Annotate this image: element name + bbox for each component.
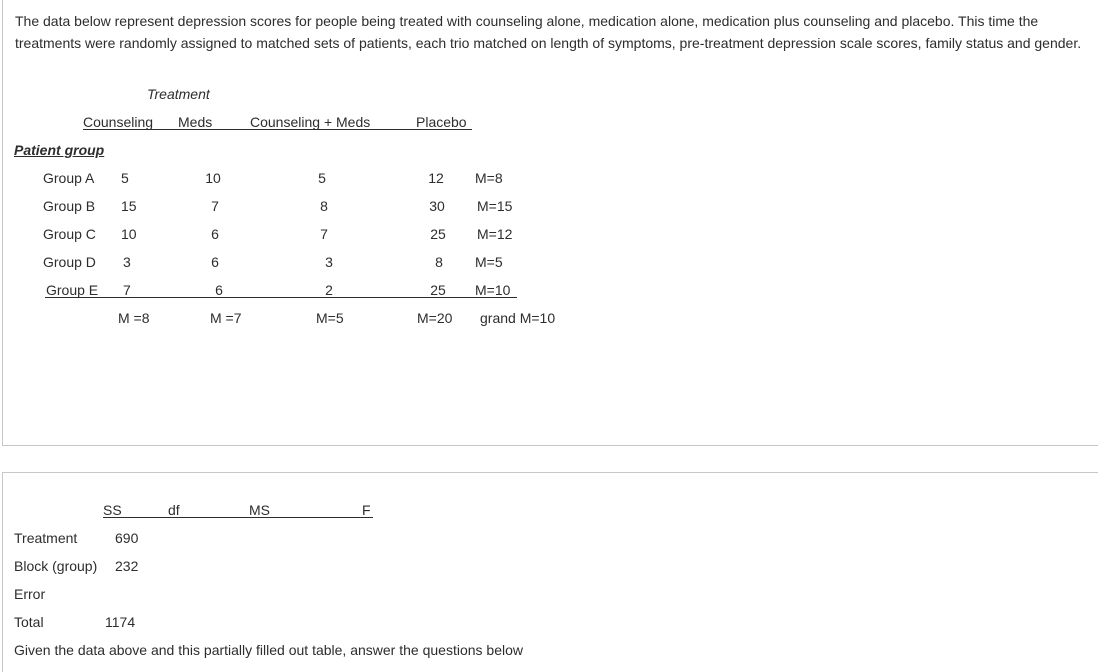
row-label: Group D [43, 254, 96, 270]
cell-meds: 6 [211, 226, 219, 242]
cell-meds: 7 [211, 198, 219, 214]
anova-ss-block: 232 [115, 558, 139, 574]
question-data-panel [2, 0, 1098, 446]
cell-placebo: 30 [429, 198, 445, 214]
cell-meds: 6 [215, 282, 223, 298]
cell-placebo: 25 [430, 226, 446, 242]
anova-source-error: Error [14, 586, 46, 602]
cell-counseling-meds: 5 [318, 170, 326, 186]
row-mean: M=8 [475, 170, 503, 186]
grand-mean: grand M=10 [480, 310, 556, 326]
mean-meds: M =7 [210, 310, 242, 326]
cell-counseling-meds: 3 [325, 254, 333, 270]
intro-paragraph: The data below represent depression scores for people being treated with counseling alone, medication alone, medication plus counseling and placebo. This time the treatments were randomly assigned to matched sets of patients, each trio matched on length of symptoms, pre-treatment depression scale scores, family status and gender. [15, 13, 1082, 51]
col-header-meds: Meds [178, 114, 213, 130]
anova-ss-treatment: 690 [115, 530, 139, 546]
anova-panel [2, 472, 1098, 672]
anova-header-df: df [168, 502, 180, 518]
anova-header-f: F [362, 502, 371, 518]
cell-placebo: 25 [430, 282, 446, 298]
col-header-placebo: Placebo [416, 114, 467, 130]
cell-counseling: 3 [123, 254, 131, 270]
anova-header-underline [103, 517, 373, 518]
row-mean: M=5 [475, 254, 503, 270]
cell-counseling: 15 [121, 198, 137, 214]
row-label: Group A [43, 170, 95, 186]
anova-source-total: Total [14, 614, 44, 630]
mean-placebo: M=20 [417, 310, 453, 326]
cell-placebo: 8 [435, 254, 443, 270]
row-label: Group C [43, 226, 96, 242]
cell-placebo: 12 [428, 170, 444, 186]
patient-group-heading: Patient group [14, 142, 105, 158]
anova-header-ms: MS [249, 502, 270, 518]
mean-counseling: M =8 [118, 310, 150, 326]
row-mean: M=10 [475, 282, 511, 298]
row-label: Group B [43, 198, 96, 214]
anova-ss-total: 1174 [105, 614, 136, 630]
col-header-counseling: Counseling [83, 114, 154, 130]
col-header-counseling-meds: Counseling + Meds [250, 114, 371, 130]
cell-counseling-meds: 8 [320, 198, 328, 214]
anova-source-block: Block (group) [14, 558, 98, 574]
row-mean: M=12 [477, 226, 513, 242]
anova-header-ss: SS [103, 502, 122, 518]
anova-source-treatment: Treatment [14, 530, 78, 546]
cell-counseling: 7 [123, 282, 131, 298]
row-label: Group E [46, 282, 99, 298]
row-mean: M=15 [477, 198, 513, 214]
cell-counseling-meds: 7 [320, 226, 328, 242]
cell-counseling-meds: 2 [325, 282, 333, 298]
footer-instruction: Given the data above and this partially filled out table, answer the questions below [14, 642, 523, 658]
treatment-heading: Treatment [147, 86, 210, 102]
cell-counseling: 5 [121, 170, 129, 186]
cell-meds: 10 [205, 170, 221, 186]
cell-counseling: 10 [121, 226, 137, 242]
mean-counseling-meds: M=5 [316, 310, 344, 326]
cell-meds: 6 [211, 254, 219, 270]
